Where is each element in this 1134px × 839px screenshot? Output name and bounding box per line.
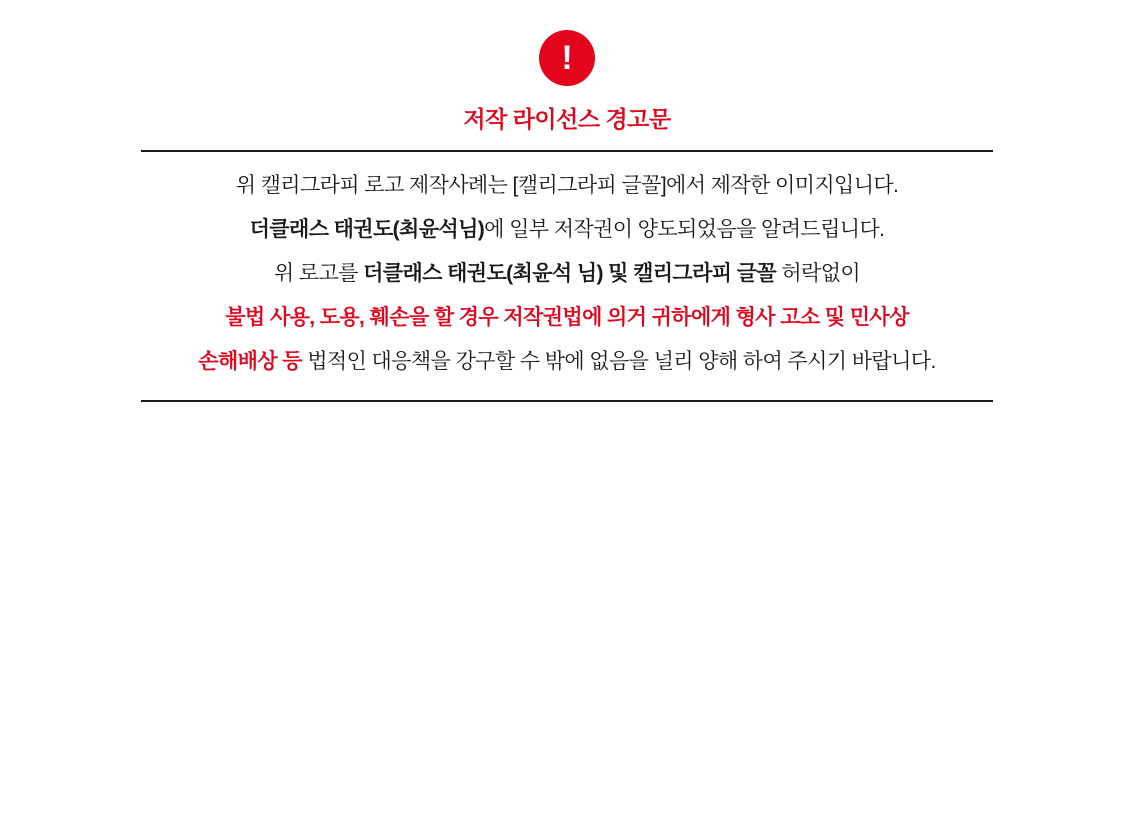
notice-line-2-seg-1: 더클래스 태권도(최윤석님) [249, 218, 485, 241]
notice-line-4-seg-1: 불법 사용, 도용, 훼손을 할 경우 저작권법에 의거 귀하에게 형사 고소 및 민사상 [225, 306, 909, 329]
notice-body [141, 150, 993, 402]
notice-line-4 [141, 296, 993, 340]
notice-line-5-seg-2: 법적인 대응책을 강구할 수 밖에 없음을 널리 양해 하여 주시기 바랍니다. [301, 350, 936, 373]
notice-line-3-seg-3: 허락없이 [776, 262, 861, 285]
notice-line-5 [141, 340, 993, 384]
license-warning-notice [0, 0, 1134, 402]
exclamation-glyph: ! [561, 39, 573, 77]
notice-line-5-seg-1: 손해배상 등 [198, 350, 302, 373]
notice-line-3 [141, 252, 993, 296]
notice-line-3-seg-1: 위 로고를 [273, 262, 364, 285]
notice-line-3-seg-2: 더클래스 태권도(최윤석 님) 및 캘리그라피 글꼴 [363, 262, 777, 285]
notice-line-2 [141, 208, 993, 252]
exclamation-badge-icon [539, 30, 595, 86]
page-title: 저작 라이선스 경고문 [463, 106, 671, 132]
notice-line-1 [141, 164, 993, 208]
notice-line-2-seg-2: 에 일부 저작권이 양도되었음을 알려드립니다. [484, 218, 885, 241]
notice-line-1-seg-1: 위 캘리그라피 로고 제작사례는 [캘리그라피 글꼴]에서 제작한 이미지입니다. [235, 174, 899, 197]
warning-badge-container [0, 0, 1134, 91]
